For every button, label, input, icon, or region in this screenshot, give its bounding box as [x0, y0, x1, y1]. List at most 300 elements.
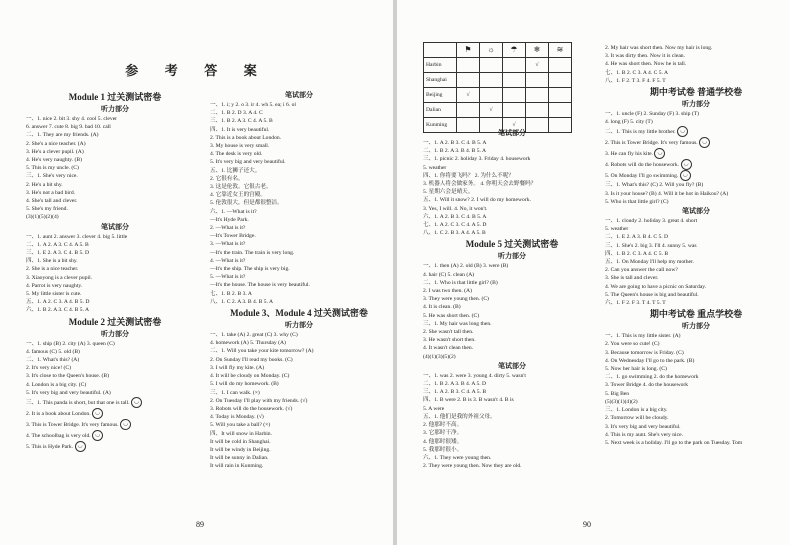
answer-text: —It's the house. The house is very beautiful.	[210, 282, 310, 289]
answer-line	[210, 101, 388, 109]
answer-line	[210, 405, 388, 413]
answer-line	[423, 328, 601, 336]
city-name: Kunming	[424, 118, 457, 133]
answer-line	[210, 175, 388, 183]
answer-text: (5)(3)(1)(4)(2)	[605, 398, 638, 405]
answer-text: 二、1. go swimming 2. do the homework	[605, 374, 699, 381]
answer-line	[423, 405, 601, 413]
answer-line	[423, 421, 601, 429]
answer-text: 3. He can fly his kite.	[605, 151, 654, 158]
answer-line	[605, 170, 787, 181]
answer-text: 2. I was two then. (A)	[423, 288, 472, 295]
answer-text: 五、1. 他们是我的外祖父母。	[423, 413, 496, 420]
answer-line	[26, 241, 204, 249]
answer-text: 2. On Tuesday I'll play with my friends. (√)	[210, 397, 308, 404]
answer-text: 3. —What is it?	[210, 241, 246, 248]
answer-text: 3. He's a clever pupil. (A)	[26, 148, 84, 155]
answer-line	[605, 118, 787, 126]
answer-text: 3. 这是伦敦。它很古老。	[210, 184, 272, 191]
answer-line	[26, 257, 204, 265]
empty-cell	[549, 88, 572, 103]
answer-line	[26, 274, 204, 282]
subsection-heading	[210, 90, 388, 101]
answer-line	[210, 290, 388, 298]
answer-line	[210, 364, 388, 372]
answer-line	[423, 344, 601, 352]
empty-cell	[526, 88, 549, 103]
answer-line	[605, 332, 787, 340]
answer-text: 五、1. 比狮子还大。	[210, 167, 261, 174]
answer-text: 3. Because tomorrow is Friday. (C)	[605, 349, 684, 356]
answer-text: 3. 机器人将会做家务。 4. 你明天会去野餐吗？	[423, 181, 537, 188]
answer-line	[210, 281, 388, 289]
answer-line	[605, 439, 787, 447]
answer-text: 3. It's close to the Queen's house. (B)	[26, 373, 109, 380]
section-heading	[605, 307, 787, 321]
subsection-heading	[605, 99, 787, 110]
answer-text: 二、1. This is my little brother.	[605, 129, 676, 136]
answer-text: 一、1. A 2. B 3. C 4. B 5. A	[423, 140, 487, 146]
answer-line	[26, 389, 204, 397]
answer-text: 2. It is a book about London.	[26, 410, 91, 417]
answer-text: Module 1 过关测试密卷	[68, 92, 162, 102]
answer-text: 六、1. F 2. F 3. T 4. T 5. T	[605, 300, 666, 307]
answer-text: 5. She's my friend.	[26, 206, 68, 213]
answer-line	[26, 408, 204, 419]
answer-text: 2. This is a book about London.	[210, 134, 282, 141]
answer-text: 二、1. What's this? (A)	[26, 357, 80, 364]
answer-line	[26, 372, 204, 380]
answer-text: 3. Xiaoyong is a clever pupil.	[26, 274, 93, 281]
answer-text: 4. It is clean. (B)	[423, 304, 461, 311]
answer-line	[423, 320, 601, 328]
answer-text: 四、1. B were 2. B is 3. B wasn't 4. B is	[423, 397, 514, 404]
answer-line	[423, 295, 601, 303]
empty-cell	[549, 73, 572, 88]
answer-text: 六、1. A 2. B 3. C 4. B 5. A	[423, 213, 487, 220]
answer-line	[423, 372, 601, 380]
flag-icon	[457, 43, 480, 58]
answer-text: 听力部分	[682, 100, 710, 109]
right-page-column-2	[605, 44, 787, 447]
smiley-face-icon: ◡	[681, 159, 692, 170]
empty-cell	[457, 58, 480, 73]
smiley-face-icon: ◡	[92, 430, 103, 441]
answer-text: 4. hair (C) 5. clean (A)	[423, 271, 475, 278]
answer-line	[423, 205, 601, 213]
empty-cell	[480, 58, 503, 73]
answer-line	[210, 257, 388, 265]
answer-text: 4. 它靠近女王的宫殿。	[210, 192, 266, 199]
subsection-heading	[423, 361, 601, 372]
answer-text: 5. 我那时很小。	[423, 446, 463, 453]
answer-line	[423, 262, 601, 270]
answer-text: 三、1. I can walk. (×)	[210, 389, 260, 396]
answer-text: 4. This is my aunt. She's very nice.	[605, 431, 683, 438]
empty-cell	[480, 73, 503, 88]
answer-line	[26, 164, 204, 172]
answer-text: 二、1. A 2. A 3. C 4. A 5. B	[26, 241, 89, 248]
subsection-heading	[26, 104, 204, 115]
answer-line	[605, 44, 787, 52]
answer-line	[423, 229, 601, 237]
answer-text: 5. It's very big and very beautiful. (A)	[26, 389, 111, 396]
empty-cell	[503, 88, 526, 103]
smiley-face-icon: ◡	[131, 397, 142, 408]
sun-icon	[480, 43, 503, 58]
answer-text: 一、1. uncle (F) 2. Sunday (F) 3. ship (T)	[605, 111, 699, 118]
answer-text: 三、1. My hair was long then.	[423, 320, 492, 327]
answer-line	[605, 291, 787, 299]
answer-text: 2. She wasn't tall then.	[423, 329, 474, 336]
weather-table-row	[424, 88, 572, 103]
subsection-heading	[210, 320, 388, 331]
answer-line	[26, 265, 204, 273]
empty-cell	[503, 103, 526, 118]
answer-text: It will be sunny in Dalian.	[210, 455, 269, 462]
answer-line	[605, 299, 787, 307]
answer-line	[210, 150, 388, 158]
weather-table-row	[424, 58, 572, 73]
answer-line	[605, 423, 787, 431]
answer-line	[26, 213, 204, 221]
answer-line	[210, 372, 388, 380]
weather-icon-glyph: ❄	[533, 45, 541, 54]
answer-line	[423, 396, 601, 404]
answer-text: 4. Parrot is very naughty.	[26, 282, 83, 289]
answer-line	[26, 282, 204, 290]
answer-text: 5. My little sister is cute.	[26, 291, 82, 298]
section-heading	[605, 85, 787, 99]
answer-text: 三、1. This panda is short, but that one is tall.	[26, 399, 130, 406]
answer-line	[26, 156, 204, 164]
answer-line	[605, 357, 787, 365]
answer-line	[605, 283, 787, 291]
answer-text: 2. On Sunday I'll read my books. (C)	[210, 356, 293, 363]
answer-line	[605, 390, 787, 398]
answer-text: 2. She's a nice teacher. (A)	[26, 140, 86, 147]
weather-table-header	[424, 43, 572, 58]
answer-text: 2. You were so cute! (C)	[605, 341, 660, 348]
answer-line	[210, 413, 388, 421]
answer-text: 5. It's very big and very beautiful.	[210, 159, 286, 166]
answer-text: 八、1. C 2. A 3. B 4. B 5. A	[210, 298, 274, 305]
answer-line	[423, 147, 601, 155]
answer-text: 五、1. Will it snow? 2. I will do my homework.	[423, 197, 531, 204]
answer-text: 2. My hair was short then. Now my hair is long.	[605, 45, 713, 51]
answer-line	[210, 216, 388, 224]
answer-text: 四、1. She is a bit shy.	[26, 258, 78, 265]
answer-text: 5. On Monday I'll go swimming.	[605, 173, 679, 180]
answer-line	[210, 232, 388, 240]
empty-cell	[526, 73, 549, 88]
city-name: Harbin	[424, 58, 457, 73]
answer-text: 一、1. was 2. were 3. young 4. dirty 5. wasn't	[423, 372, 526, 379]
answer-text: 五、1. On Monday I'll help my mother.	[605, 259, 694, 266]
answer-line	[605, 398, 787, 406]
answer-text: 三、1. A 2. B 3. C 4. A 5. B	[423, 389, 487, 396]
city-name: Dalian	[424, 103, 457, 118]
answer-line	[605, 258, 787, 266]
answer-line	[210, 142, 388, 150]
answer-line	[423, 429, 601, 437]
answer-line	[605, 406, 787, 414]
answer-text: 4. London is a big city. (C)	[26, 381, 87, 388]
answer-line	[210, 339, 388, 347]
answer-text: 2. They were young then. Now they are old.	[423, 463, 522, 470]
answer-line	[605, 373, 787, 381]
answer-text: 一、1. take (A) 2. great (C) 3. why (C)	[210, 332, 298, 339]
answer-line	[210, 421, 388, 429]
cloud-rain-icon	[503, 43, 526, 58]
answer-text: 3. Tower Bridge 4. do the housework	[605, 382, 689, 389]
answer-text: 一、1. cloudy 2. holiday 3. great 4. short	[605, 218, 698, 225]
answer-text: 四、1. B 2. C 3. A 4. C 5. B	[605, 250, 669, 257]
answer-text: 二、1. They are my friends. (A)	[26, 132, 99, 139]
answer-text: 听力部分	[285, 321, 313, 330]
answer-text: —It's the train. The train is very long.	[210, 249, 295, 256]
weather-icon-glyph: ≋	[556, 45, 564, 54]
answer-text: —It's Hyde Park.	[210, 216, 249, 223]
answer-line	[605, 266, 787, 274]
answer-line	[210, 438, 388, 446]
snowflake-icon	[526, 43, 549, 58]
answer-text: 一、1. nice 2. bit 3. shy 4. cool 5. clever	[26, 116, 118, 122]
answer-line	[26, 148, 204, 156]
section-heading	[26, 90, 204, 104]
answer-line	[605, 431, 787, 439]
answer-line	[605, 52, 787, 60]
answer-line	[26, 233, 204, 241]
answer-text: —It's Tower Bridge.	[210, 233, 256, 240]
answer-text: 笔试部分	[101, 222, 129, 231]
answer-line	[605, 126, 787, 137]
answer-line	[423, 336, 601, 344]
answer-text: 3. He wasn't short then.	[423, 337, 476, 344]
answer-text: 四、1. 你将要飞吗？ 2. 为什么不呢？	[423, 172, 514, 179]
answer-text: 三、1. What's this? (C) 2. Will you fly? (B)	[605, 182, 704, 189]
answer-text: 听力部分	[498, 252, 526, 261]
answer-line	[605, 190, 787, 198]
answer-text: 5. Will you take a ball? (×)	[210, 422, 271, 429]
empty-cell	[503, 73, 526, 88]
answer-text: 笔试部分	[682, 207, 710, 216]
answer-line	[423, 221, 601, 229]
answer-line	[605, 198, 787, 206]
answer-text: 5. Next week is a holiday. I'll go to the park on Tuesday. Tom	[605, 439, 743, 446]
answer-text: 二、1. B 2. A 3. B 4. A 5. D	[423, 381, 487, 388]
answer-text: 2. He's a bit shy.	[26, 181, 63, 188]
answer-text: 四、1. It is very beautiful.	[210, 126, 270, 133]
smiley-face-icon: ◡	[680, 170, 691, 181]
answer-text: 5. weather	[605, 226, 629, 233]
answer-text: 5. I will do my homework. (B)	[210, 381, 279, 388]
empty-cell	[503, 58, 526, 73]
weather-icon-glyph: ☼	[487, 45, 495, 54]
answer-line	[210, 224, 388, 232]
subsection-heading	[26, 222, 204, 233]
answer-line	[605, 381, 787, 389]
answer-line	[26, 397, 204, 408]
answer-text: 期中考试卷 重点学校卷	[649, 309, 743, 320]
answer-line	[26, 364, 204, 372]
answer-line	[26, 249, 204, 257]
answer-text: 二、1. Who is that little girl? (B)	[423, 279, 498, 286]
answer-text: Module 3、Module 4 过关测试密卷	[230, 308, 368, 319]
answer-text: 2. —What is it?	[210, 225, 246, 232]
answer-line	[210, 331, 388, 339]
answer-line	[26, 189, 204, 197]
answer-line	[423, 438, 601, 446]
answer-text: 八、1. C 2. B 3. A 4. A 5. B	[423, 230, 486, 237]
answer-line	[26, 441, 204, 452]
check-mark-icon: √	[503, 118, 526, 133]
answer-line	[210, 397, 388, 405]
answer-line	[26, 140, 204, 148]
answer-line	[26, 181, 204, 189]
answer-text: 三、1. She's very nice.	[26, 173, 78, 180]
answer-text: 4. He's very naughty. (B)	[26, 157, 82, 164]
answer-text: 四、It will snow in Harbin.	[210, 430, 272, 437]
answer-text: —It's the ship. The ship is very big.	[210, 266, 290, 273]
answer-text: 六、1. B 2. A 3. C 4. B 5. A	[26, 307, 90, 314]
answer-line	[26, 205, 204, 213]
answer-line	[605, 217, 787, 225]
left-page-column-2	[210, 90, 388, 471]
answer-text: 4. long (F) 5. city (T)	[605, 119, 653, 126]
answer-text: 3. It was dirty then. Now it is clean.	[605, 53, 686, 60]
answer-line	[605, 233, 787, 241]
answer-line	[423, 353, 601, 361]
answer-line	[26, 340, 204, 348]
answer-line	[26, 306, 204, 314]
answer-text: 3. I will fly my kite. (A)	[210, 364, 265, 371]
smiley-face-icon: ◡	[92, 408, 103, 419]
answer-line	[210, 249, 388, 257]
answer-line	[605, 225, 787, 233]
answer-line	[605, 274, 787, 282]
answer-line	[26, 419, 204, 430]
answer-text: 4. He was short then. Now he is tall.	[605, 61, 687, 68]
answer-text: 4. On Wednesday I'll go to the park. (B)	[605, 357, 695, 364]
answer-line	[423, 139, 601, 147]
answer-text: 2. 它很有名。	[210, 175, 244, 182]
answer-text: 二、1. B 2. A 3. B 4. B 5. A	[423, 148, 487, 155]
empty-cell	[549, 58, 572, 73]
answer-text: 六、1. They were young then.	[423, 454, 492, 461]
answer-line	[210, 454, 388, 462]
answer-line	[210, 183, 388, 191]
answer-text: 2. It's very nice! (C)	[26, 365, 71, 372]
answer-text: 3. This is Tower Bridge. It's very famous.	[26, 421, 119, 428]
answer-line	[605, 250, 787, 258]
answer-line	[423, 303, 601, 311]
answer-text: 4. Today is Monday. (√)	[210, 414, 264, 421]
answer-text: 2. This is Tower Bridge. It's very famous.	[605, 140, 698, 147]
answer-text: 3. She is tall and clever.	[605, 275, 659, 282]
answer-text: 三、1. picnic 2. holiday 3. Friday 4. housework	[423, 156, 531, 163]
weather-icon-glyph: ☂	[510, 45, 518, 54]
answer-line	[26, 290, 204, 298]
section-heading	[423, 237, 601, 251]
smiley-face-icon: ◡	[677, 126, 688, 137]
answer-line	[210, 462, 388, 470]
page-number: 90	[583, 520, 591, 529]
answer-line	[26, 197, 204, 205]
answer-text: 3. It's very big and very beautiful.	[605, 423, 681, 430]
answer-line	[423, 454, 601, 462]
answer-line	[26, 115, 204, 123]
subsection-heading	[423, 128, 601, 139]
empty-cell	[549, 103, 572, 118]
answer-line	[423, 380, 601, 388]
answer-text: 五、1. A 2. C 3. A 4. B 5. D	[26, 299, 90, 306]
right-page-column-1	[423, 128, 601, 470]
answer-line	[210, 265, 388, 273]
answer-line	[605, 349, 787, 357]
answer-text: 笔试部分	[498, 129, 526, 137]
city-name: Shanghai	[424, 73, 457, 88]
answer-line	[423, 413, 601, 421]
answer-text: 4. homework (A) 5. Thursday (A)	[210, 340, 286, 347]
answer-text: 4. famous (C) 5. old (B)	[26, 348, 80, 355]
answer-text: It will be windy in Beijing.	[210, 446, 271, 453]
answer-text: 3. Is it your house? (B) 4. Will it be hot in Haikou? (A)	[605, 190, 729, 197]
answer-text: 七、1. A 2. C 3. C 4. A 5. D	[423, 222, 487, 229]
answer-line	[210, 167, 388, 175]
answer-line	[605, 110, 787, 118]
answer-line	[26, 430, 204, 441]
left-page-column-1	[26, 90, 204, 452]
smiley-face-icon: ◡	[75, 441, 86, 452]
answer-line	[210, 273, 388, 281]
answer-line	[26, 348, 204, 356]
answer-line	[423, 180, 601, 188]
answer-line	[210, 347, 388, 355]
answer-text: It will rain in Kunming.	[210, 463, 264, 470]
answer-text: (3)(1)(5)(2)(4)	[26, 214, 59, 221]
answer-text: 6. answer 7. cute 8. big 9. bad 10. call	[26, 124, 111, 131]
empty-cell	[457, 103, 480, 118]
smiley-face-icon: ◡	[654, 148, 665, 159]
answer-line	[605, 69, 787, 77]
answer-text: 4. It will be cloudy on Monday. (C)	[210, 373, 290, 380]
answer-text: 5. He was short then. (C)	[423, 312, 480, 319]
answer-line	[605, 340, 787, 348]
answer-line	[210, 356, 388, 364]
answer-line	[210, 134, 388, 142]
weather-table-corner	[424, 43, 457, 58]
answer-text: 5. —What is it?	[210, 274, 246, 281]
weather-table-row	[424, 73, 572, 88]
left-page	[0, 0, 393, 545]
check-mark-icon: √	[526, 58, 549, 73]
answer-text: 2. 他那时不高。	[423, 422, 463, 429]
answer-text: Module 2 过关测试密卷	[68, 316, 162, 327]
answer-text: 3. He's not a bad bird.	[26, 189, 76, 196]
answer-line	[26, 356, 204, 364]
answer-text: 二、1. Will you take your kite tomorrow? (A)	[210, 348, 314, 355]
answer-line	[423, 287, 601, 295]
answer-line	[605, 159, 787, 170]
weather-icon-glyph: ⚑	[464, 45, 472, 54]
answer-text: 5. 伦敦很大，但是都很整洁。	[210, 200, 283, 207]
answer-line	[423, 446, 601, 454]
answer-text: 5. This is Hyde Park.	[26, 443, 74, 450]
answer-line	[210, 446, 388, 454]
answer-text: 5. 星期六会是晴天。	[423, 189, 474, 196]
answer-line	[210, 158, 388, 166]
